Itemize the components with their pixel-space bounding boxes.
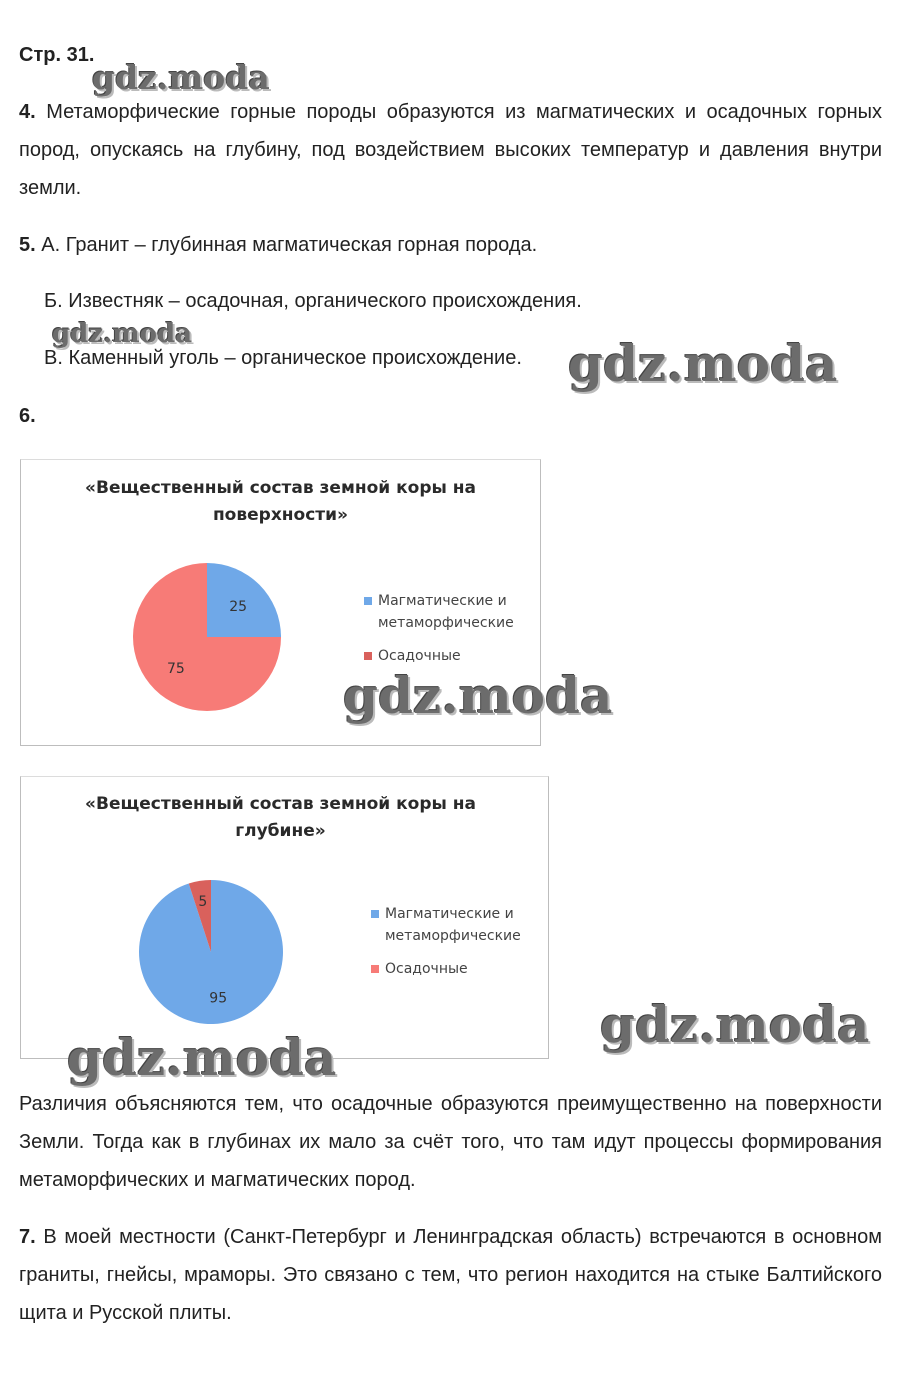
answer-4-text: Метаморфические горные породы образуются из магматических и осадочных горных пород, опускаясь на глубину, под воздействием высоких температур и давления внутри земли. (19, 101, 882, 199)
chart-surface-legend-1-line1: Магматические и (378, 593, 507, 609)
watermark-logo: gdz.moda (343, 666, 613, 725)
chart-depth-legend-1-line2: метаморфические (385, 928, 521, 944)
chart-depth-data-label-1: 95 (209, 990, 228, 1007)
chart-depth-legend-1 (385, 903, 521, 947)
chart-depth-data-label-2: 5 (198, 893, 208, 910)
answer-4-number: 4. (19, 101, 36, 123)
answer-5-a-text: А. Гранит – глубинная магматическая горная порода. (41, 234, 538, 256)
chart-depth (20, 776, 549, 1059)
answer-6-number: 6. (19, 405, 36, 427)
chart-depth-legend-swatch-1 (371, 910, 379, 918)
chart-surface-title-line1: «Вещественный состав земной коры на (85, 478, 476, 498)
chart-depth-legend-swatch-2 (371, 965, 379, 973)
chart-depth-legend-2-line1: Осадочные (385, 961, 468, 977)
answer-5-c: В. Каменный уголь – органическое происхождение. (44, 347, 522, 369)
chart-surface-legend-2 (378, 645, 461, 667)
answer-6-conclusion: Различия объясняются тем, что осадочные образуются преимущественно на поверхности Земли. Тогда как в глубинах их мало за счёт того, что там идут процессы формирования метаморфических и магматических пород. (19, 1093, 882, 1191)
chart-depth-legend-2 (385, 958, 468, 980)
page-number: Стр. 31. (19, 44, 95, 66)
chart-depth-title-line1: «Вещественный состав земной коры на (85, 794, 476, 814)
answer-7-number: 7. (19, 1226, 36, 1248)
watermark-logo: gdz.moda (568, 334, 838, 393)
chart-surface-title-line2: поверхности» (212, 505, 349, 525)
watermark-logo: gdz.moda (67, 1028, 337, 1087)
chart-surface-legend-swatch-2 (364, 652, 372, 660)
answer-7 (19, 1218, 882, 1332)
chart-depth-title-line2: глубине» (235, 821, 326, 841)
chart-surface-legend-swatch-1 (364, 597, 372, 605)
answer-7-text: В моей местности (Санкт-Петербург и Ленинградская область) встречаются в основном граниты, гнейсы, мраморы. Это связано с тем, что регион находится на стыке Балтийского щита и Русской плиты. (19, 1226, 882, 1324)
chart-surface-data-label-1: 25 (229, 598, 248, 615)
answer-4 (19, 93, 882, 207)
chart-surface-data-label-2: 75 (166, 661, 185, 678)
answer-5-number: 5. (19, 234, 36, 256)
watermark-logo: gdz.moda (92, 58, 270, 97)
watermark-logo: gdz.moda (600, 995, 870, 1054)
watermark-logo: gdz.moda (52, 319, 193, 349)
chart-surface-legend-1 (378, 590, 514, 634)
chart-depth-legend-1-line1: Магматические и (385, 906, 514, 922)
chart-surface-legend-1-line2: метаморфические (378, 615, 514, 631)
answer-5-a (19, 234, 537, 257)
answer-5-b: Б. Известняк – осадочная, органического происхождения. (44, 290, 582, 312)
chart-surface-legend-2-line1: Осадочные (378, 648, 461, 664)
